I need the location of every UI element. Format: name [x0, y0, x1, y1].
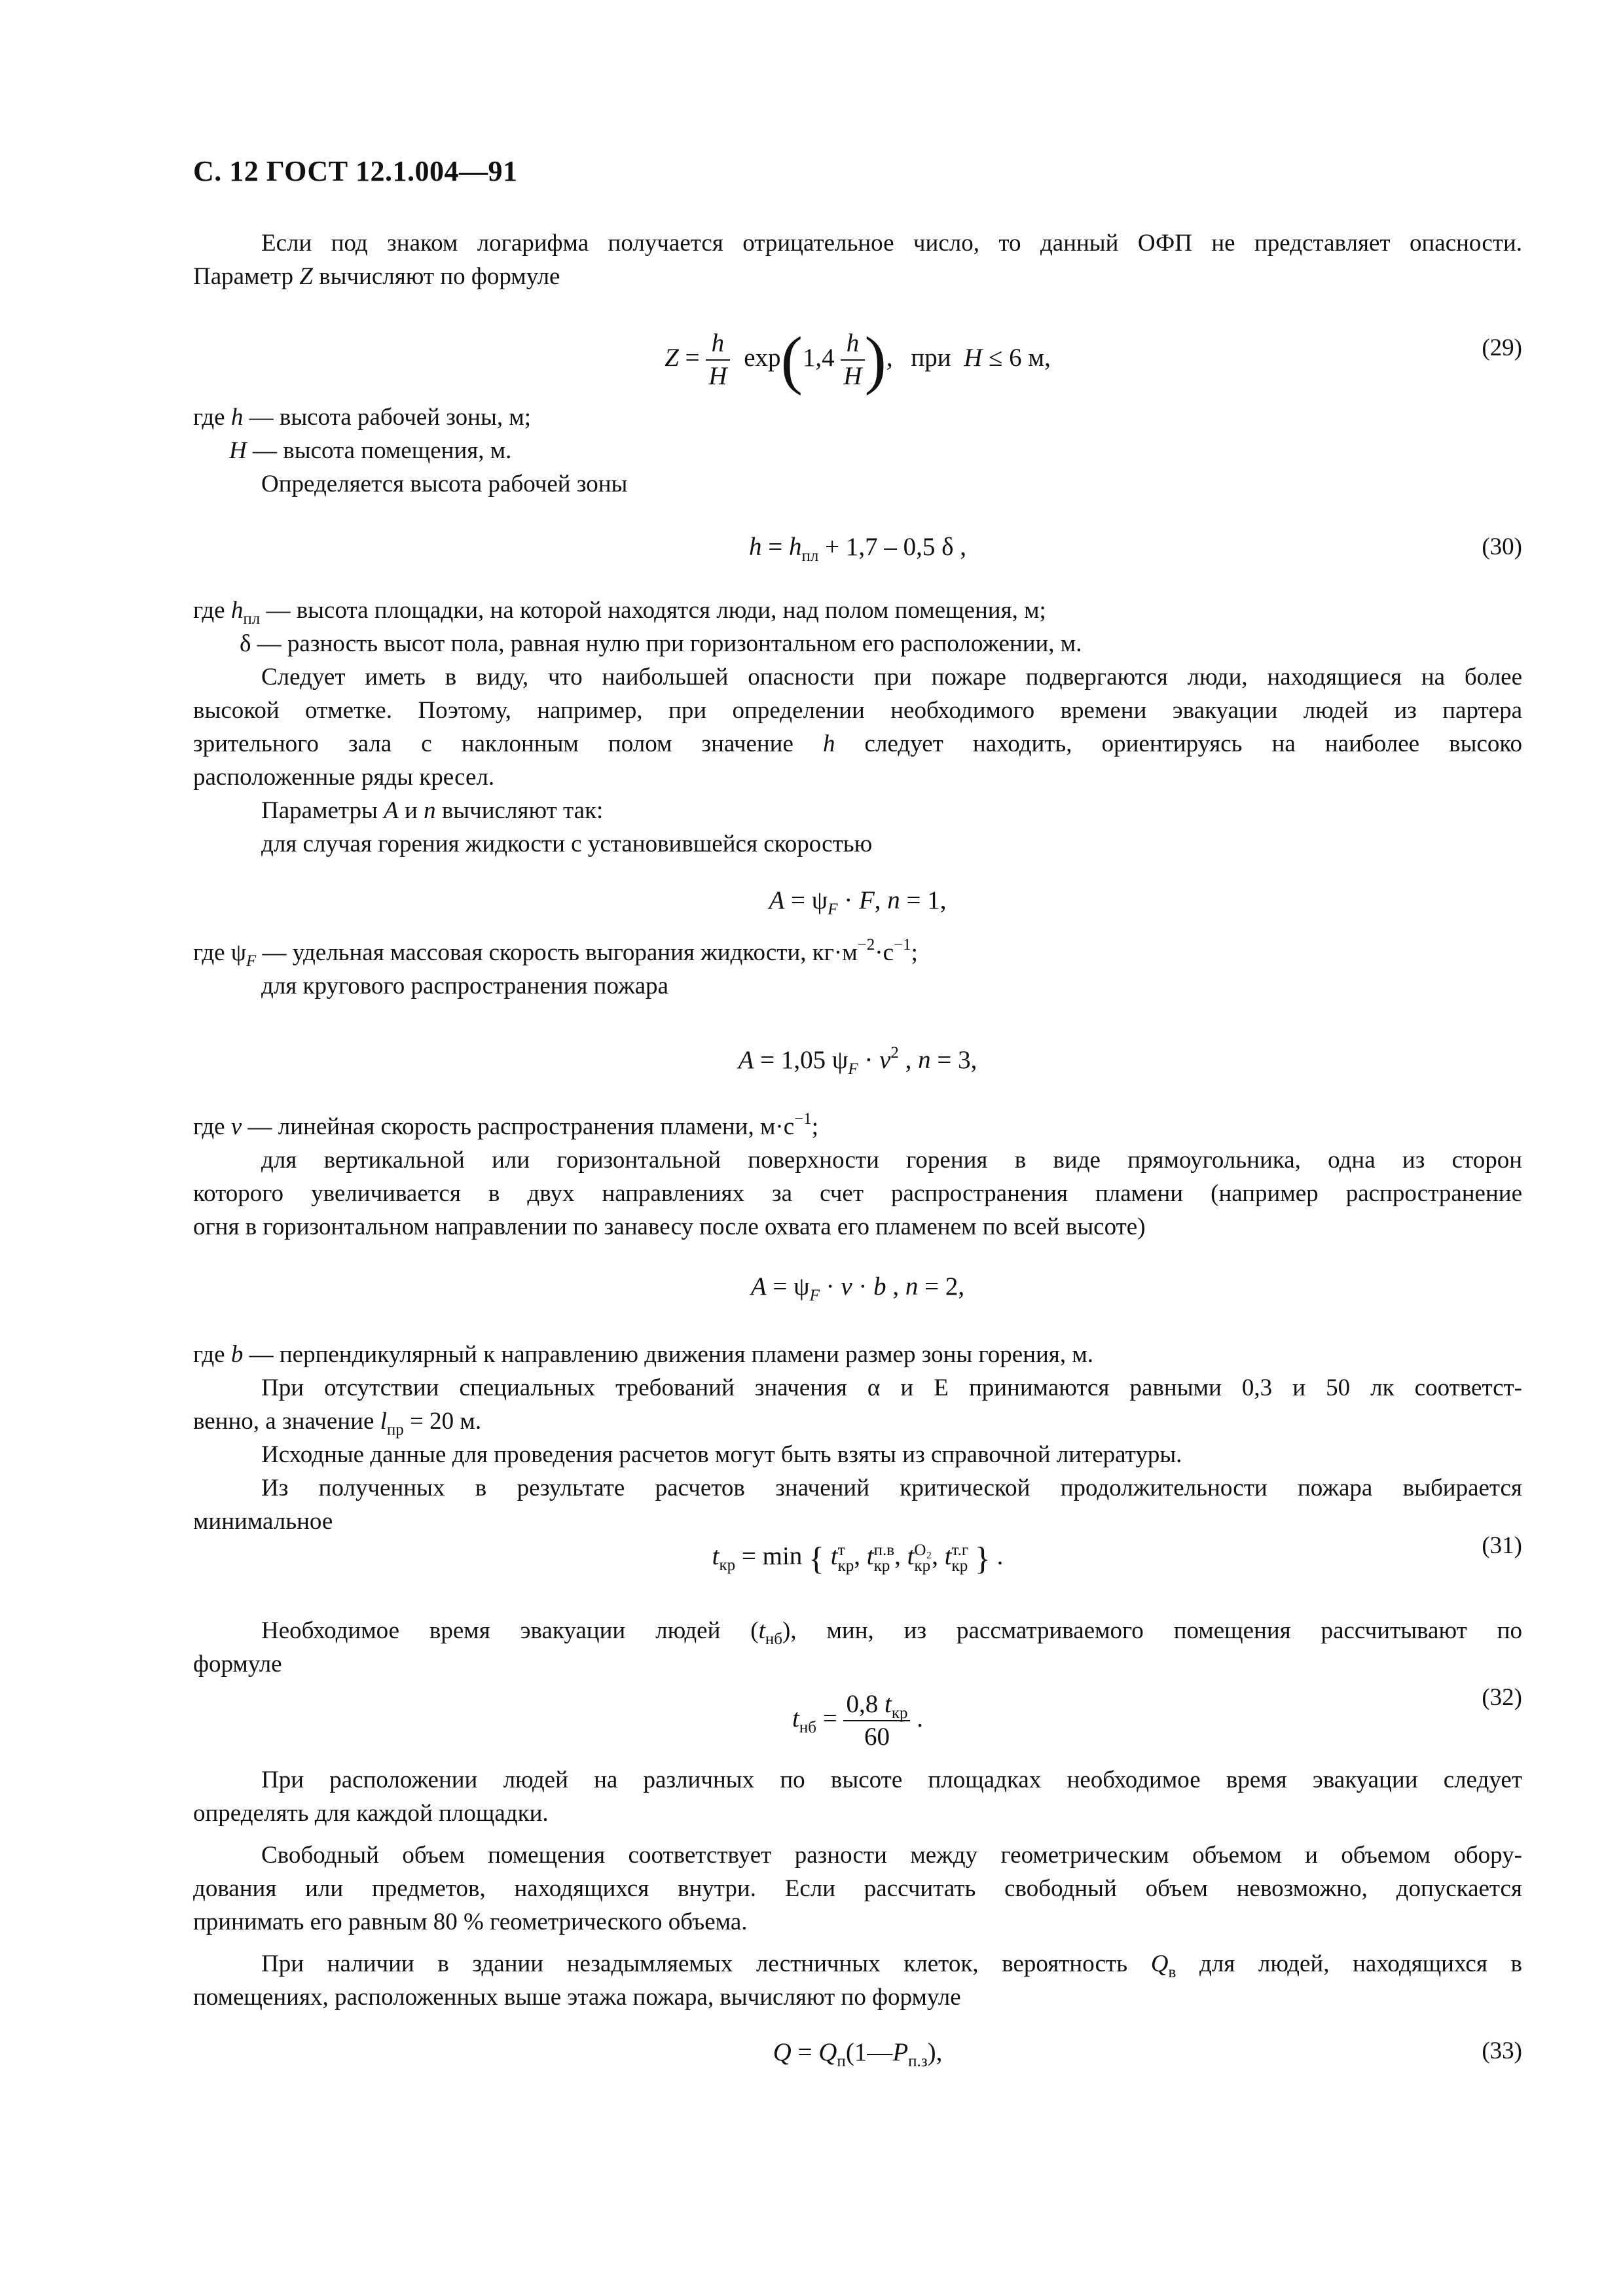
para-circular-case: для кругового распространения пожара: [261, 973, 668, 999]
para-liquid-case: для случая горения жидкости с установившейся скоростью: [261, 831, 873, 857]
para-z-intro: Параметр Z вычисляют по формуле: [193, 263, 560, 290]
para-defaults-2: венно, а значение $l_{пр} = 20$ м.: [193, 1408, 482, 1439]
page-header: С. 12 ГОСТ 12.1.004—91: [193, 155, 518, 187]
where-delta: δ — разность высот пола, равная нулю при горизонтальном его расположении, м.: [240, 630, 1082, 657]
formula-a-circular: A = 1,05 $\psi_F \cdot v^2$ , n = 3,: [738, 1044, 977, 1078]
para-free-volume-3: принимать его равным 80 % геометрического объема.: [193, 1909, 748, 1935]
formula-31: $t_{кр} = \min$ { t т кр , t п.в кр , t O₂ кр , t т.г кр } .: [712, 1540, 1004, 1577]
where-psi-f: где $\psi_F$ — удельная массовая скорость выгорания жидкости, $кг\cdot м^{-2}\cdot с^{-1}$;: [193, 936, 918, 970]
para-danger-3: зрительного зала с наклонным полом значение h следует находить, ориентируясь на наиболее высоко: [193, 730, 1523, 757]
para-free-volume-2: дования или предметов, находящихся внутри. Если рассчитать свободный объем невозможно, допускается: [193, 1875, 1522, 1902]
para-free-volume-1: Свободный объем помещения соответствует разности между геометрическим объемом и объемом обору-: [261, 1842, 1522, 1869]
para-stairwells-1: При наличии в здании незадымляемых лестничных клеток, вероятность $Q_в$ для людей, находящихся в: [261, 1950, 1522, 1981]
para-critical-min-2: минимальное: [193, 1508, 333, 1535]
para-evac-time-1: Необходимое время эвакуации людей $(t_{нб})$, мин, из рассматриваемого помещения рассчитывают по: [261, 1617, 1522, 1648]
para-rect-case-3: огня в горизонтальном направлении по занавесу после охвата его пламенем по всей высоте): [193, 1213, 1146, 1240]
para-evac-time-2: формуле: [193, 1651, 282, 1677]
para-danger-4: расположенные ряды кресел.: [193, 764, 495, 791]
para-platforms-2: определять для каждой площадки.: [193, 1800, 549, 1827]
equation-number-31: (31): [1482, 1532, 1522, 1559]
equation-number-32: (32): [1482, 1684, 1522, 1711]
formula-30: $h = h_{пл} + 1,7 - 0,5$ δ ,: [749, 533, 966, 565]
para-platforms-1: При расположении людей на различных по высоте площадках необходимое время эвакуации следует: [261, 1767, 1522, 1793]
equation-number-29: (29): [1482, 334, 1522, 361]
formula-a-liquid: $A = \psi_F \cdot F$, n = 1,: [769, 886, 947, 918]
formula-33: $Q = Q_п(1—P_{п.з})$,: [773, 2038, 943, 2070]
formula-32: $t_{нб}$ = $\frac{0,8 t_{кр}}{60}$ .: [792, 1690, 923, 1751]
para-danger-1: Следует иметь в виду, что наибольшей опасности при пожаре подвергаются люди, находящиеся на более: [261, 664, 1522, 691]
formula-a-rect: $A = \psi_F \cdot v \cdot b$ , n = 2,: [750, 1272, 965, 1304]
para-defaults-1: При отсутствии специальных требований значения α и Е принимаются равными 0,3 и 50 лк соответст-: [261, 1374, 1522, 1401]
para-rect-case-1: для вертикальной или горизонтальной поверхности горения в виде прямоугольника, одна из сторон: [261, 1147, 1522, 1174]
para-params-a-n: Параметры A и n вычисляют так:: [261, 797, 604, 824]
equation-number-30: (30): [1482, 533, 1522, 560]
para-work-zone: Определяется высота рабочей зоны: [261, 471, 628, 497]
para-log-negative: Если под знаком логарифма получается отрицательное число, то данный ОФП не представляет опасности.: [261, 230, 1522, 257]
formula-29: Z = $\frac{h}{H}$ exp(1,4 $\frac{h}{H}$ ), при H ≤ 6 м,: [665, 323, 1051, 396]
where-H: H — высота помещения, м.: [229, 437, 512, 464]
para-danger-2: высокой отметке. Поэтому, например, при определении необходимого времени эвакуации людей из партера: [193, 697, 1522, 724]
where-h-pl: где $h_{пл}$ — высота площадки, на которой находятся люди, над полом помещения, м;: [193, 597, 1046, 628]
para-critical-min-1: Из полученных в результате расчетов значений критической продолжительности пожара выбирается: [261, 1475, 1522, 1501]
para-source-data: Исходные данные для проведения расчетов могут быть взяты из справочной литературы.: [261, 1441, 1182, 1468]
equation-number-33: (33): [1482, 2037, 1522, 2064]
where-v: где v — линейная скорость распространения пламени, $м\cdot с^{-1}$;: [193, 1110, 819, 1140]
para-stairwells-2: помещениях, расположенных выше этажа пожара, вычисляют по формуле: [193, 1984, 961, 2011]
where-h: где h — высота рабочей зоны, м;: [193, 404, 532, 431]
where-b: где b — перпендикулярный к направлению движения пламени размер зоны горения, м.: [193, 1341, 1093, 1368]
para-rect-case-2: которого увеличивается в двух направлениях за счет распространения пламени (например распространение: [193, 1180, 1522, 1207]
